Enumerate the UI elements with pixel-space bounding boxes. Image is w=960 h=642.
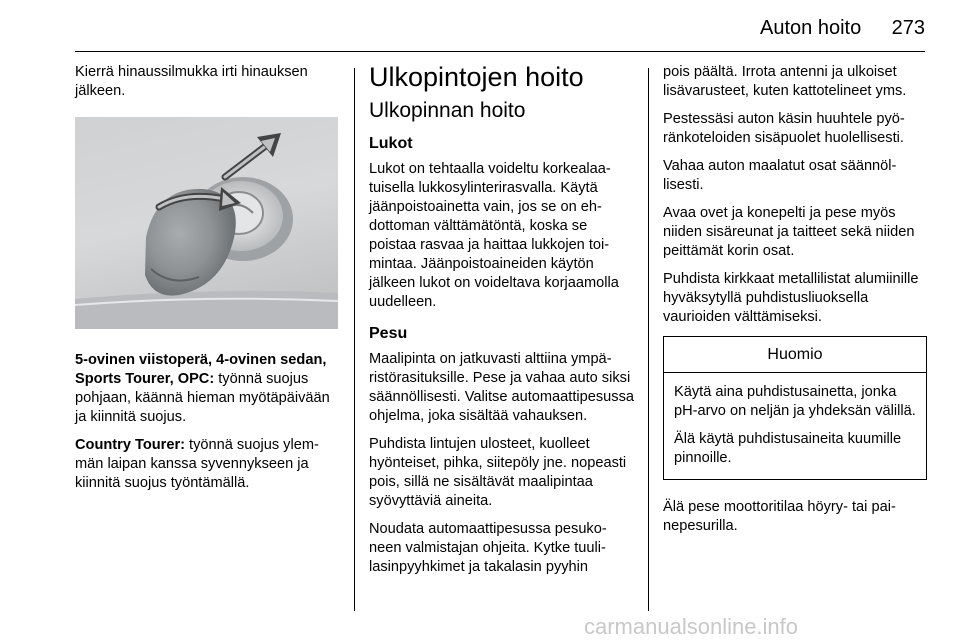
column-right	[663, 63, 927, 545]
towing-eye-cover-photo	[75, 117, 338, 329]
paragraph-doors: Avaa ovet ja konepelti ja pese myös niiden sisäreunat ja taitteet sekä niiden peittämät korin osat.	[663, 205, 915, 259]
notice-paragraph-2: Älä käytä puhdistusaineita kuumille pinnoille.	[674, 431, 902, 466]
column-divider-2	[648, 68, 649, 611]
paragraph-antenna: pois päältä. Irrota antenni ja ulkoiset lisävarusteet, kuten kattotelineet yms.	[663, 64, 907, 99]
header-title: Auton hoito	[760, 17, 862, 39]
pesu-paragraph-2: Puhdista lintujen ulosteet, kuolleet hyönteiset, pihka, siitepöly jne. nopeasti pois, sillä ne sisältävät maalipintaa syövyttäviä aineita.	[369, 436, 627, 509]
country-tourer-instruction	[75, 436, 340, 493]
notice-box	[663, 336, 927, 480]
paragraph-metal-strips: Puhdista kirkkaat metallilistat alumiinille hyväksytyllä puhdistusliuoksella vaurioiden välttämiseksi.	[663, 271, 919, 325]
lukot-heading: Lukot	[369, 135, 413, 152]
page-number: 273	[891, 17, 925, 39]
column-divider-1	[354, 68, 355, 611]
notice-body	[664, 373, 926, 479]
sedan-instruction-text: työnnä suojus pohjaan, käännä hieman myötäpäivään ja kiinnitä suojus.	[75, 371, 330, 425]
country-tourer-label: Country Tourer:	[75, 437, 185, 453]
pesu-paragraph-1: Maalipinta on jatkuvasti alttiina ympäristörasituksille. Pese ja vahaa auto siksi säännöllisesti. Valitse automaattipesussa ohjelma, joka sisältää vahauksen.	[369, 351, 634, 424]
column-middle	[369, 60, 634, 586]
watermark-text: carmanualsonline.info	[584, 614, 799, 639]
notice-paragraph-1: Käytä aina puhdistusainetta, jonka pH-arvo on neljän ja yhdeksän välillä.	[674, 384, 916, 419]
notice-title: Huomio	[664, 337, 926, 373]
sedan-models-label: 5-ovinen viistoperä, 4-ovinen sedan, Sports Tourer, OPC:	[75, 352, 327, 387]
section-heading: Ulkopintojen hoito	[369, 62, 584, 92]
column-left	[75, 63, 340, 502]
pesu-paragraph-3: Noudata automaattipesussa pesukoneen valmistajan ohjeita. Kytke tuulilasinpyyhkimet ja takalasin pyyhin	[369, 521, 607, 575]
subsection-heading: Ulkopinnan hoito	[369, 99, 526, 122]
paragraph-engine-bay: Älä pese moottoritilaa höyry- tai painepesurilla.	[663, 499, 896, 534]
lukot-paragraph: Lukot on tehtaalla voideltu korkealaatuisella lukkosylinterirasvalla. Käytä jäänpoistoainetta vain, jos se on ehdottoman välttämätöntä, koska se poistaa rasvaa ja haittaa lukkojen toimintaa. Jäänpoistoaineiden käytön jälkeen lukot on voideltava korjaamolla uudelleen.	[369, 161, 619, 310]
paragraph-wheel-arches: Pestessäsi auton käsin huuhtele pyöränkoteloiden sisäpuolet huolellisesti.	[663, 111, 905, 146]
intro-paragraph: Kierrä hinaussilmukka irti hinauksen jälkeen.	[75, 64, 308, 99]
paragraph-wax: Vahaa auton maalatut osat säännöllisesti.	[663, 158, 897, 193]
country-tourer-text: työnnä suojus ylemmän laipan kanssa syvennykseen ja kiinnitä suojus työntämällä.	[75, 437, 319, 491]
sedan-instruction	[75, 351, 340, 427]
pesu-heading: Pesu	[369, 325, 408, 342]
header-rule	[75, 51, 925, 52]
